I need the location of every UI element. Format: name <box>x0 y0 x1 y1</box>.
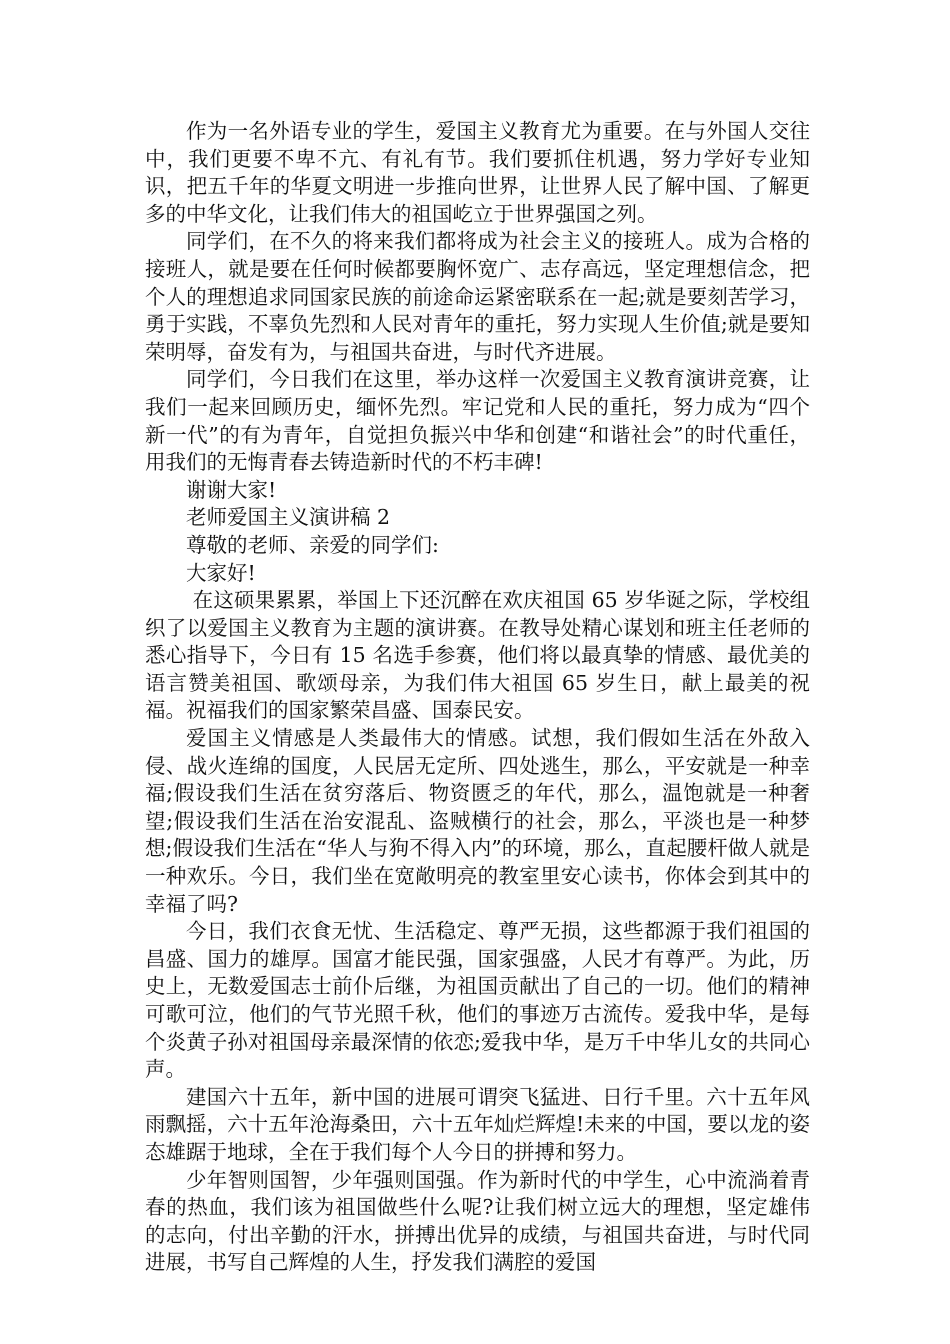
paragraph: 今日，我们衣食无忧、生活稳定、尊严无损，这些都源于我们祖国的昌盛、国力的雄厚。国富才能民强，国家强盛，人民才有尊严。为此，历史上，无数爱国志士前仆后继，为祖国贡献出了自己的一切。他们的精神可歌可泣，他们的气节光照千秋，他们的事迹万古流传。爱我中华，是每个炎黄子孙对祖国母亲最深情的依恋;爱我中华，是万千中华儿女的共同心声。 <box>145 919 810 1082</box>
paragraph: 少年智则国智，少年强则国强。作为新时代的中学生，心中流淌着青春的热血，我们该为祖国做些什么呢?让我们树立远大的理想，坚定雄伟的志向，付出辛勤的汗水，拼搏出优异的成绩，与祖国共奋进，与时代同进展，书写自己辉煌的人生，抒发我们满腔的爱国 <box>145 1167 810 1275</box>
paragraph: 在这硕果累累，举国上下还沉醉在欢庆祖国 65 岁华诞之际，学校组织了以爱国主义教育为主题的演讲赛。在教导处精心谋划和班主任老师的悉心指导下，今日有 15 名选手参赛，他们将以最真挚的情感、最优美的语言赞美祖国、歌颂母亲，为我们伟大祖国 65 岁生日，献上最美的祝福。祝福我们的国家繁荣昌盛、国泰民安。 <box>145 588 810 723</box>
greeting-line: 大家好! <box>186 560 256 585</box>
paragraph: 爱国主义情感是人类最伟大的情感。试想，我们假如生活在外敌入侵、战火连绵的国度，人民居无定所、四处逃生，那么，平安就是一种幸福;假设我们生活在贫穷落后、物资匮乏的年代，那么，温饱就是一种奢望;假设我们生活在治安混乱、盗贼横行的社会，那么，平淡也是一种梦想;假设我们生活在“华人与狗不得入内”的环境，那么，直起腰杆做人就是一种欢乐。今日，我们坐在宽敞明亮的教室里安心读书，你体会到其中的幸福了吗? <box>145 726 810 916</box>
salutation-line: 尊敬的老师、亲爱的同学们: <box>186 532 439 557</box>
paragraph: 建国六十五年，新中国的进展可谓突飞猛进、日行千里。六十五年风雨飘摇，六十五年沧海桑田，六十五年灿烂辉煌!未来的中国，要以龙的姿态雄踞于地球，全在于我们每个人今日的拼搏和努力。 <box>145 1084 810 1164</box>
document-page <box>145 118 810 1277</box>
section-title: 老师爱国主义演讲稿 2 <box>186 505 391 530</box>
thanks-line: 谢谢大家! <box>186 477 277 502</box>
paragraph: 作为一名外语专业的学生，爱国主义教育尤为重要。在与外国人交往中，我们更要不卑不亢、有礼有节。我们要抓住机遇，努力学好专业知识，把五千年的华夏文明进一步推向世界，让世界人民了解中国、了解更多的中华文化，让我们伟大的祖国屹立于世界强国之列。 <box>145 119 810 226</box>
paragraph: 同学们，今日我们在这里，举办这样一次爱国主义教育演讲竞赛，让我们一起来回顾历史，缅怀先烈。牢记党和人民的重托，努力成为“四个新一代”的有为青年，自觉担负振兴中华和创建“和谐社会”的时代重任，用我们的无悔青春去铸造新时代的不朽丰碑! <box>145 367 810 475</box>
paragraph: 同学们，在不久的将来我们都将成为社会主义的接班人。成为合格的接班人，就是要在任何时候都要胸怀宽广、志存高远，坚定理想信念，把个人的理想追求同国家民族的前途命运紧密联系在一起;就是要刻苦学习，勇于实践，不辜负先烈和人民对青年的重托，努力实现人生价值;就是要知荣明辱，奋发有为，与祖国共奋进，与时代齐进展。 <box>145 229 810 364</box>
